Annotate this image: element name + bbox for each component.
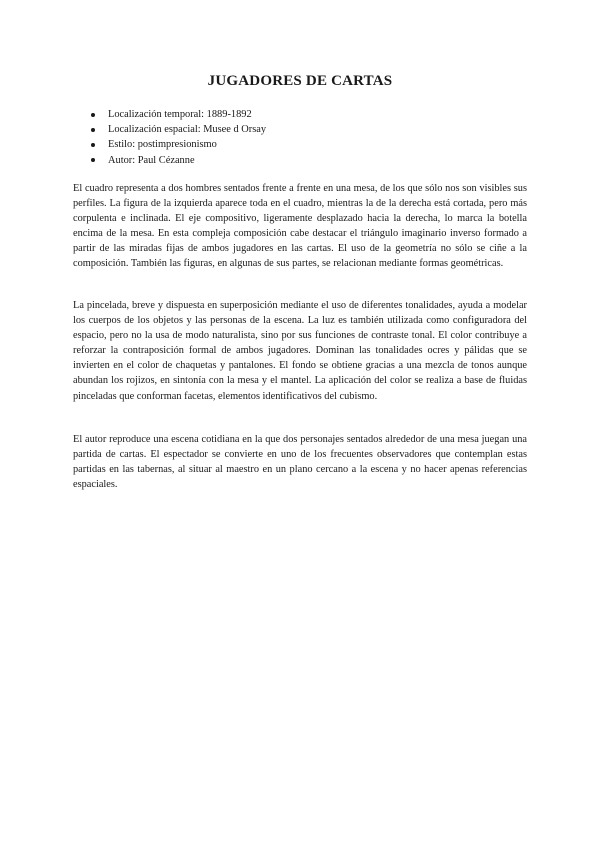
document-title: JUGADORES DE CARTAS xyxy=(207,73,393,89)
bullet-icon xyxy=(91,158,95,162)
bullet-icon xyxy=(91,128,95,132)
paragraph-color xyxy=(73,298,527,404)
metadata-text: Localización temporal: 1889-1892 xyxy=(108,109,252,120)
bullet-icon xyxy=(91,113,95,117)
metadata-text: Autor: Paul Cézanne xyxy=(108,154,195,166)
paragraph-text: El cuadro representa a dos hombres sentados frente a frente en una mesa, de los que sólo nos son visibles sus perfiles. La figura de la izquierda aparece toda en el cuadro, mientras la de la derecha está cortada, pero más corpulenta e inclinada. El eje compositivo, ligeramente desplazado hacia la derecha, lo marca la botella encima de la mesa. En esta compleja composición cabe destacar el triángulo imaginario inverso formado a partir de las miradas fijas de ambos jugadores en las cartas. El uso de la geometría no sólo se ciñe a la composición. También las figuras, en algunas de sus partes, se relacionan mediante formas geométricas. xyxy=(73,183,527,270)
metadata-text: Estilo: postimpresionismo xyxy=(108,139,217,151)
paragraph-composition xyxy=(73,181,527,272)
metadata-item-place xyxy=(91,122,266,137)
metadata-item-time xyxy=(91,107,266,122)
metadata-list xyxy=(91,107,266,168)
bullet-icon xyxy=(91,143,95,147)
paragraph-text: La pincelada, breve y dispuesta en superposición mediante el uso de diferentes tonalidades, ayuda a modelar los cuerpos de los objetos y las personas de la escena. La luz es también utilizada como configuradora del espacio, pero no la usa de modo naturalista, sino por sus funciones de contraste tonal. El color contribuye a reforzar la contraposición formal de ambos jugadores. Dominan las tonalidades ocres y pálidas que se invierten en el color de chaquetas y pantalones. El fondo se obtiene gracias a una mezcla de tonos aunque abundan los rojizos, en sintonía con la mesa y el mantel. La aplicación del color se realiza a base de fluidas pinceladas que conforman facetas, elementos identificativos del cubismo. xyxy=(73,300,527,402)
paragraph-text: El autor reproduce una escena cotidiana en la que dos personajes sentados alrededor de una mesa juegan una partida de cartas. El espectador se convierte en uno de los frecuentes observadores que contemplan estas partidas en las tabernas, al situar al maestro en un plano cercano a la escena y no hacer apenas referencias espaciales. xyxy=(73,434,527,491)
metadata-item-style xyxy=(91,137,266,152)
metadata-item-author xyxy=(91,153,266,168)
metadata-text: Localización espacial: Musee d Orsay xyxy=(108,124,267,136)
paragraph-scene xyxy=(73,432,527,492)
